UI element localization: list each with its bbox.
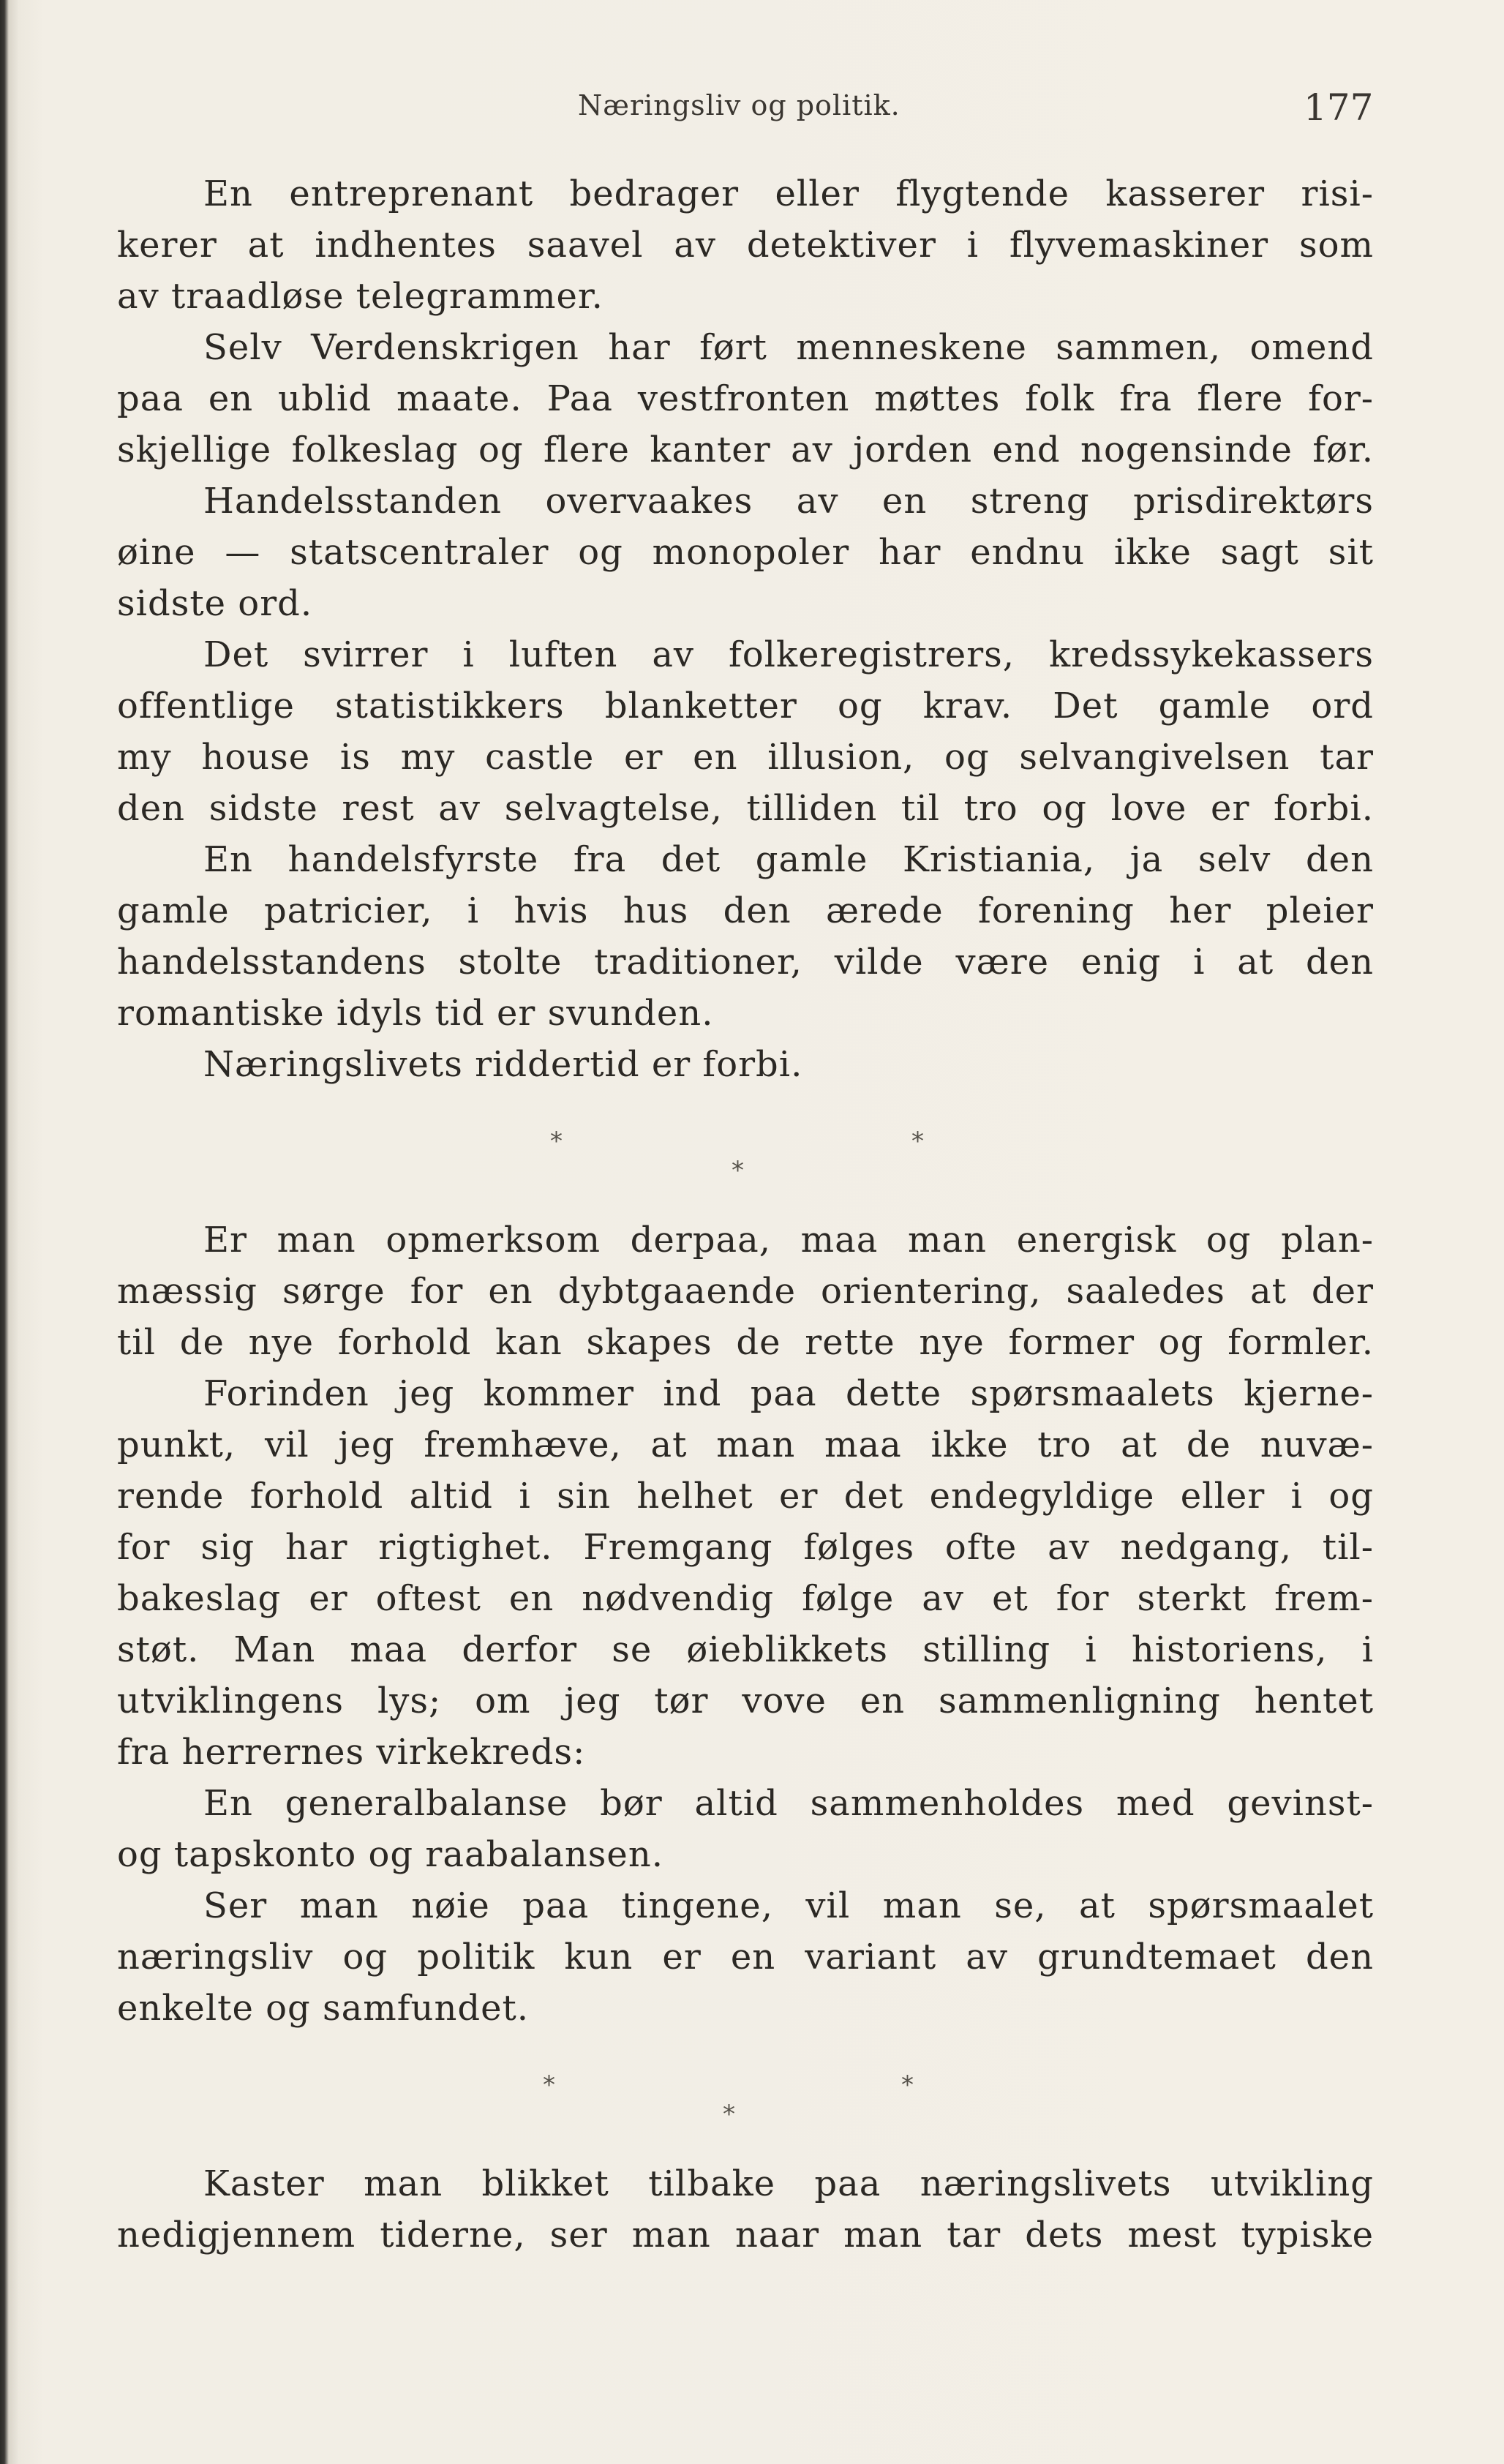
text-line: sidste ord. — [117, 583, 313, 624]
page-number: 177 — [1304, 86, 1374, 129]
text-line: næringsliv og politik kun er en variant av grundtemaet den — [117, 1937, 1374, 1977]
text-line: den sidste rest av selvagtelse, tilliden til tro og love er forbi. — [117, 788, 1374, 829]
asterisk-ornament: * — [911, 1127, 924, 1156]
text-line: En handelsfyrste fra det gamle Kristiania, ja selv den — [203, 839, 1374, 880]
text-line: rende forhold altid i sin helhet er det endegyldige eller i og — [117, 1476, 1374, 1517]
text-line: mæssig sørge for en dybtgaaende orientering, saaledes at der — [117, 1271, 1374, 1312]
text-line: Er man opmerksom derpaa, maa man energisk og plan- — [203, 1220, 1374, 1261]
text-line: fra herrernes virkekreds: — [117, 1732, 586, 1773]
text-line: kerer at indhentes saavel av detektiver i flyvemaskiner som — [117, 225, 1374, 266]
text-line: og tapskonto og raabalansen. — [117, 1834, 663, 1875]
text-line: utviklingens lys; om jeg tør vove en sammenligning hentet — [117, 1680, 1374, 1721]
asterisk-ornament: * — [723, 2100, 735, 2129]
text-line: Handelsstanden overvaakes av en streng prisdirektørs — [203, 481, 1374, 522]
text-line: skjellige folkeslag og flere kanter av jorden end nogensinde før. — [117, 429, 1374, 470]
text-line: En generalbalanse bør altid sammenholdes med gevinst- — [203, 1783, 1374, 1824]
asterisk-ornament: * — [543, 2070, 555, 2100]
asterisk-ornament: * — [732, 1156, 744, 1185]
text-line: En entreprenant bedrager eller flygtende kasserer risi- — [203, 173, 1374, 214]
text-line: Ser man nøie paa tingene, vil man se, at spørsmaalet — [203, 1885, 1374, 1926]
text-line: for sig har rigtighet. Fremgang følges ofte av nedgang, til- — [117, 1527, 1374, 1568]
text-line: Forinden jeg kommer ind paa dette spørsmaalets kjerne- — [203, 1373, 1374, 1414]
text-line: til de nye forhold kan skapes de rette nye former og formler. — [117, 1322, 1374, 1363]
asterisk-ornament: * — [550, 1127, 563, 1156]
text-line: offentlige statistikkers blanketter og krav. Det gamle ord — [117, 686, 1374, 726]
text-line: Selv Verdenskrigen har ført menneskene sammen, omend — [203, 327, 1374, 368]
text-line: romantiske idyls tid er svunden. — [117, 993, 714, 1034]
text-line: my house is my castle er en illusion, og selvangivelsen tar — [117, 737, 1374, 778]
text-line: støt. Man maa derfor se øieblikkets stilling i historiens, i — [117, 1629, 1374, 1670]
text-line: Det svirrer i luften av folkeregistrers, kredssykekassers — [203, 634, 1374, 675]
text-line: bakeslag er oftest en nødvendig følge av et for sterkt frem- — [117, 1578, 1374, 1619]
asterisk-ornament: * — [901, 2070, 914, 2100]
text-line: gamle patricier, i hvis hus den ærede forening her pleier — [117, 890, 1374, 931]
text-line: nedigjennem tiderne, ser man naar man tar dets mest typiske — [117, 2215, 1374, 2255]
text-line: punkt, vil jeg fremhæve, at man maa ikke tro at de nuvæ- — [117, 1424, 1374, 1465]
text-line: handelsstandens stolte traditioner, vilde være enig i at den — [117, 942, 1374, 983]
text-line: enkelte og samfundet. — [117, 1988, 530, 2029]
section-break — [117, 1127, 1374, 1200]
running-head: Næringsliv og politik. — [578, 89, 900, 121]
text-line: Kaster man blikket tilbake paa næringslivets utvikling — [203, 2163, 1374, 2204]
text-line: Næringslivets riddertid er forbi. — [203, 1044, 803, 1085]
section-break — [117, 2070, 1374, 2144]
text-line: av traadløse telegrammer. — [117, 276, 604, 317]
text-line: paa en ublid maate. Paa vestfronten møttes folk fra flere for- — [117, 378, 1374, 419]
text-line: øine — statscentraler og monopoler har endnu ikke sagt sit — [117, 532, 1374, 573]
